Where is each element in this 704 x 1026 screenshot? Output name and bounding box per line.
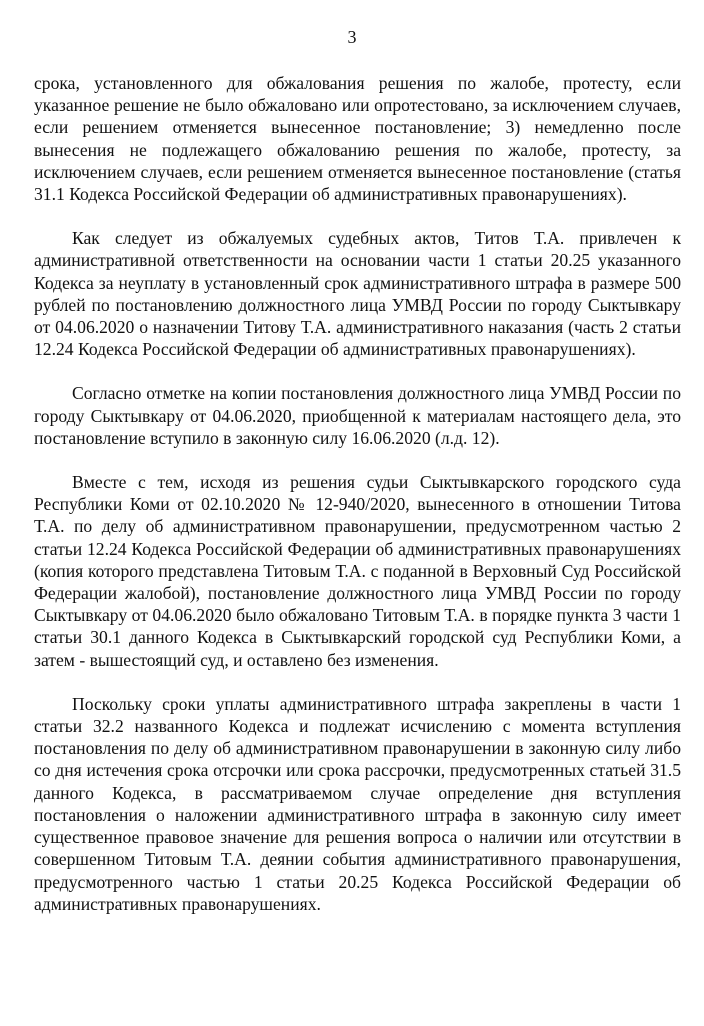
paragraph-conclusion: Поскольку сроки уплаты административного штрафа закреплены в части 1 статьи 32.2 названного Кодекса и подлежат исчислению с момента вступления постановления по делу об административном правонарушении в законную силу либо со дня истечения срока отсрочки или срока рассрочки, предусмотренных статьей 31.5 данного Кодекса, в рассматриваемом случае определение дня вступления постановления о наложении административного штрафа в законную силу имеет существенное правовое значение для решения вопроса о наличии или отсутствии в совершенном Титовым Т.А. деянии события административного правонарушения, предусмотренного частью 1 статьи 20.25 Кодекса Российской Федерации об административных правонарушениях. — [34, 693, 681, 914]
paragraph-judicial-acts: Как следует из обжалуемых судебных актов, Титов Т.А. привлечен к административной ответственности на основании части 1 статьи 20.25 указанного Кодекса за неуплату в установленный срок административного штрафа в размере 500 рублей по постановлению должностного лица УМВД России по городу Сыктывкару от 04.06.2020 о назначении Титову Т.А. административного наказания (часть 2 статьи 12.24 Кодекса Российской Федерации об административных правонарушениях). — [34, 228, 681, 360]
paragraph-continuation: срока, установленного для обжалования решения по жалобе, протесту, если указанное решение не было обжаловано или опротестовано, за исключением случаев, если решением отменяется вынесенное постановление; 3) немедленно после вынесения не подлежащего обжалованию решения по жалобе, протесту, за исключением случаев, если решением отменяется вынесенное постановление (статья 31.1 Кодекса Российской Федерации об административных правонарушениях). — [34, 73, 681, 205]
paragraph-appeal-decision: Вместе с тем, исходя из решения судьи Сыктывкарского городского суда Республики Коми от 02.10.2020 № 12-940/2020, вынесенного в отношении Титова Т.А. по делу об административном правонарушении, предусмотренном частью 2 статьи 12.24 Кодекса Российской Федерации об административных правонарушениях (копия которого представлена Титовым Т.А. с поданной в Верховный Суд Российской Федерации жалобой), постановление должностного лица УМВД России по городу Сыктывкару от 04.06.2020 было обжаловано Титовым Т.А. в порядке пункта 3 части 1 статьи 30.1 данного Кодекса в Сыктывкарский городской суд Республики Коми, а затем - вышестоящий суд, и оставлено без изменения. — [34, 472, 681, 670]
document-body — [34, 72, 681, 915]
paragraph-entry-into-force: Согласно отметке на копии постановления должностного лица УМВД России по городу Сыктывкару от 04.06.2020, приобщенной к материалам настоящего дела, это постановление вступило в законную силу 16.06.2020 (л.д. 12). — [34, 383, 681, 448]
page-number: 3 — [347, 27, 357, 47]
